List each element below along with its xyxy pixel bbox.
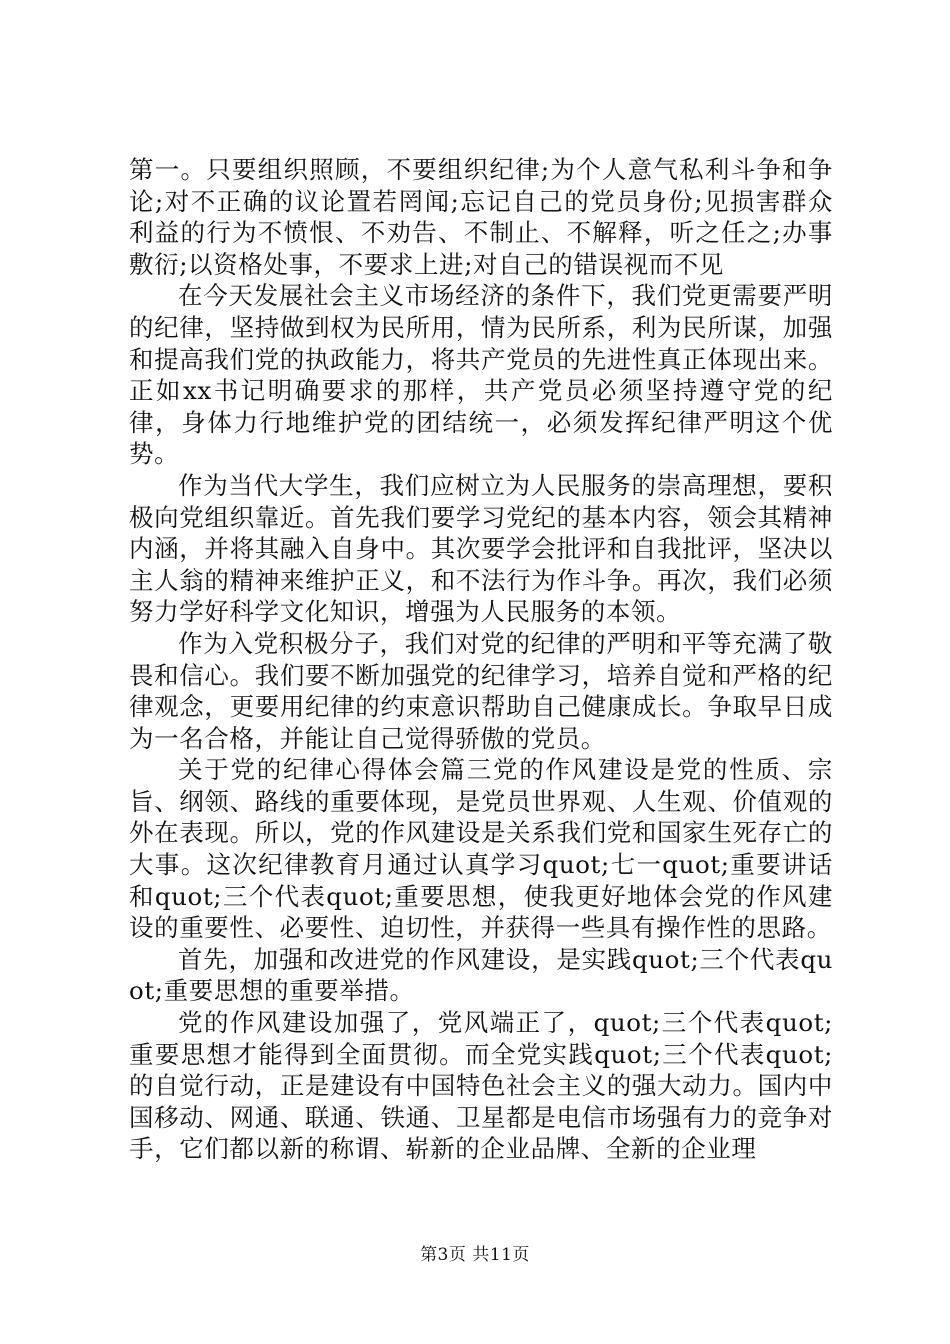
page-footer: 第3页 共11页: [420, 1245, 530, 1265]
paragraph-2: 在今天发展社会主义市场经济的条件下，我们党更需要严明的纪律，坚持做到权为民所用，情为民所系，利为民所谋，加强和提高我们党的执政能力，将共产党员的先进性真正体现出来。正如xx书记明确要求的那样，共产党员必须坚持遵守党的纪律，身体力行地维护党的团结统一，必须发挥纪律严明这个优势。: [129, 281, 833, 469]
paragraph-1: 第一。只要组织照顾，不要组织纪律;为个人意气私利斗争和争论;对不正确的议论置若罔闻;忘记自己的党员身份;见损害群众利益的行为不愤恨、不劝告、不制止、不解释，听之任之;办事敷衍;以资格处事，不要求上进;对自己的错误视而不见: [129, 155, 833, 279]
paragraph-5: 关于党的纪律心得体会篇三党的作风建设是党的性质、宗旨、纲领、路线的重要体现，是党员世界观、人生观、价值观的外在表现。所以，党的作风建设是关系我们党和国家生死存亡的大事。这次纪律教育月通过认真学习quot;七一quot;重要讲话和quot;三个代表quot;重要思想，使我更好地体会党的作风建设的重要性、必要性、迫切性，并获得一些具有操作性的思路。: [129, 755, 833, 943]
paragraph-7: 党的作风建设加强了，党风端正了，quot;三个代表quot;重要思想才能得到全面贯彻。而全党实践quot;三个代表quot;的自觉行动，正是建设有中国特色社会主义的强大动力。国内中国移动、网通、联通、铁通、卫星都是电信市场强有力的竞争对手，它们都以新的称谓、崭新的企业品牌、全新的企业理: [129, 1008, 833, 1164]
paragraph-6: 首先，加强和改进党的作风建设，是实践quot;三个代表quot;重要思想的重要举措。: [129, 944, 833, 1006]
document-body: [129, 154, 833, 1165]
paragraph-4: 作为入党积极分子，我们对党的纪律的严明和平等充满了敬畏和信心。我们要不断加强党的纪律学习，培养自觉和严格的纪律观念，更要用纪律的约束意识帮助自己健康成长。争取早日成为一名合格，并能让自己觉得骄傲的党员。: [129, 628, 833, 753]
paragraph-3: 作为当代大学生，我们应树立为人民服务的崇高理想，要积极向党组织靠近。首先我们要学习党纪的基本内容，领会其精神内涵，并将其融入自身中。其次要学会批评和自我批评，坚决以主人翁的精神来维护正义，和不法行为作斗争。再次，我们必须努力学好科学文化知识，增强为人民服务的本领。: [129, 470, 833, 627]
